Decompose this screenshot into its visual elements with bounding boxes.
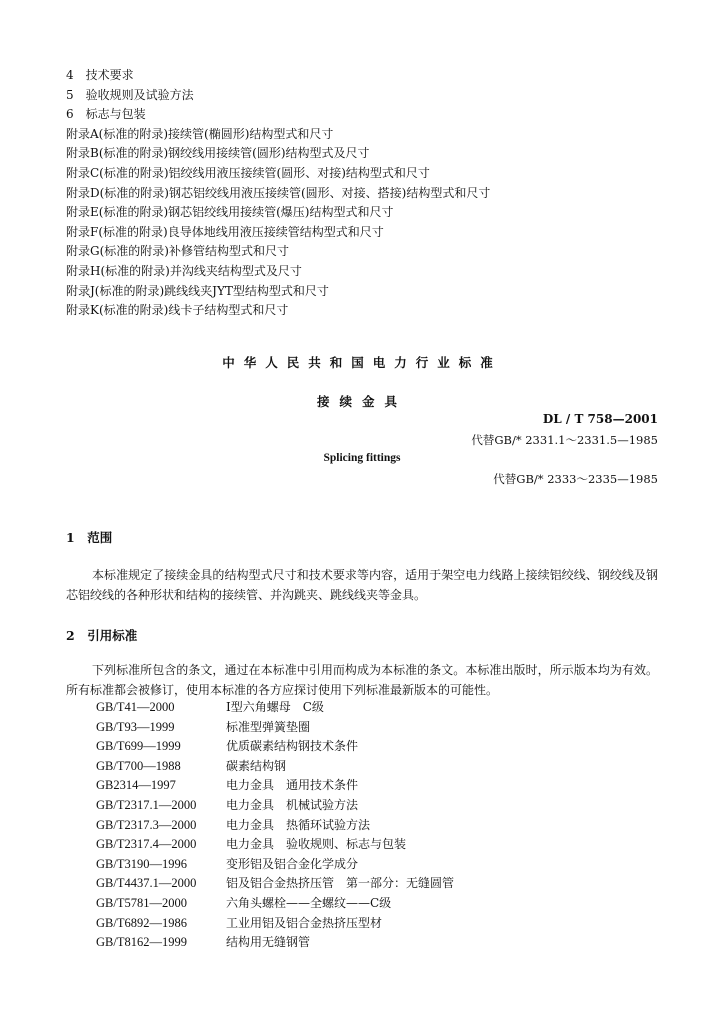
- reference-title: 六角头螺栓——全螺纹——C级: [226, 895, 392, 910]
- reference-code: GB/T2317.1—2000: [96, 797, 197, 812]
- section-1-paragraph: 本标准规定了接续金具的结构型式尺寸和技术要求等内容，适用于架空电力线路上接续铝绞线、钢绞线及钢芯铝绞线的各种形状和结构的接续管、并沟跳夹、跳线线夹等金具。: [66, 568, 658, 602]
- reference-title: I型六角螺母 C级: [226, 700, 324, 714]
- reference-title: 铝及铝合金热挤压管 第一部分：无缝圆管: [226, 876, 455, 891]
- reference-row: [96, 698, 454, 718]
- toc-item: 附录E(标准的附录)钢芯铝绞线用接续管(爆压)结构型式和尺寸: [66, 205, 394, 220]
- reference-row: [96, 757, 454, 777]
- reference-code: GB2314—1997: [96, 778, 176, 793]
- reference-row: [96, 914, 454, 934]
- reference-row: [96, 796, 454, 816]
- reference-title: 电力金具 热循环试验方法: [226, 817, 371, 832]
- toc-item: 5 验收规则及试验方法: [66, 87, 194, 102]
- english-title: Splicing fittings: [323, 452, 401, 464]
- reference-row: [96, 874, 454, 894]
- reference-row: [96, 855, 454, 875]
- toc-item: 附录A(标准的附录)接续管(椭圆形)结构型式和尺寸: [66, 126, 334, 141]
- reference-row: [96, 933, 454, 953]
- reference-code: GB/T5781—2000: [96, 895, 187, 910]
- toc-item: 附录C(标准的附录)铝绞线用液压接续管(圆形、对接)结构型式和尺寸: [66, 165, 430, 180]
- replaces-note-2: 代替GB/* 2333～2335—1985: [493, 472, 658, 486]
- reference-title: 结构用无缝钢管: [226, 935, 311, 950]
- toc-item: 附录G(标准的附录)补修管结构型式和尺寸: [66, 244, 289, 259]
- toc-item: 附录D(标准的附录)钢芯铝绞线用液压接续管(圆形、对接、搭接)结构型式和尺寸: [66, 185, 491, 200]
- toc-item: 附录F(标准的附录)良导体地线用液压接续管结构型式和尺寸: [66, 224, 384, 239]
- reference-title: 标准型弹簧垫圈: [226, 719, 311, 734]
- toc-item: 附录K(标准的附录)线卡子结构型式和尺寸: [66, 303, 289, 318]
- toc-item: 附录B(标准的附录)钢绞线用接续管(圆形)结构型式及尺寸: [66, 146, 370, 161]
- reference-code: GB/T2317.4—2000: [96, 837, 197, 852]
- reference-row: [96, 737, 454, 757]
- reference-list: [96, 698, 454, 953]
- reference-title: 变形铝及铝合金化学成分: [226, 856, 359, 871]
- reference-row: [96, 835, 454, 855]
- reference-code: GB/T3190—1996: [96, 856, 187, 871]
- toc-item: 附录H(标准的附录)并沟线夹结构型式及尺寸: [66, 263, 302, 278]
- reference-code: GB/T6892—1986: [96, 915, 187, 930]
- reference-code: GB/T8162—1999: [96, 935, 187, 950]
- reference-code: GB/T2317.3—2000: [96, 817, 197, 832]
- reference-title: 电力金具 验收规则、标志与包装: [226, 837, 407, 852]
- toc-item: 6 标志与包装: [66, 107, 146, 122]
- reference-title: 优质碳素结构钢技术条件: [226, 739, 359, 754]
- reference-title: 电力金具 通用技术条件: [226, 778, 359, 793]
- reference-code: GB/T699—1999: [96, 739, 181, 754]
- table-of-contents: [66, 66, 666, 321]
- standard-title: 中华人民共和国电力行业标准: [222, 355, 502, 370]
- reference-code: GB/T41—2000: [96, 700, 175, 714]
- reference-title: 碳素结构钢: [226, 758, 287, 773]
- reference-row: [96, 776, 454, 796]
- reference-row: [96, 816, 454, 836]
- reference-title: 电力金具 机械试验方法: [226, 797, 359, 812]
- section-2-paragraph: 下列标准所包含的条文，通过在本标准中引用而构成为本标准的条文。本标准出版时，所示版本均为有效。所有标准都会被修订，使用本标准的各方应探讨使用下列标准最新版本的可能性。: [66, 663, 658, 697]
- reference-title: 工业用铝及铝合金热挤压型材: [226, 915, 383, 930]
- reference-row: [96, 718, 454, 738]
- reference-row: [96, 894, 454, 914]
- replaces-note-1: 代替GB/* 2331.1～2331.5—1985: [471, 433, 658, 447]
- reference-code: GB/T700—1988: [96, 758, 181, 773]
- standard-name: 接续金具: [316, 394, 407, 409]
- reference-code: GB/T4437.1—2000: [96, 876, 197, 891]
- section-2-heading: 2 引用标准: [66, 628, 138, 643]
- toc-item: 附录J(标准的附录)跳线线夹JYT型结构型式和尺寸: [66, 283, 329, 298]
- standard-code: DL / T 758—2001: [542, 412, 658, 426]
- toc-item: 4 技术要求: [66, 68, 134, 82]
- section-1-heading: 1 范围: [66, 530, 113, 545]
- reference-code: GB/T93—1999: [96, 719, 175, 734]
